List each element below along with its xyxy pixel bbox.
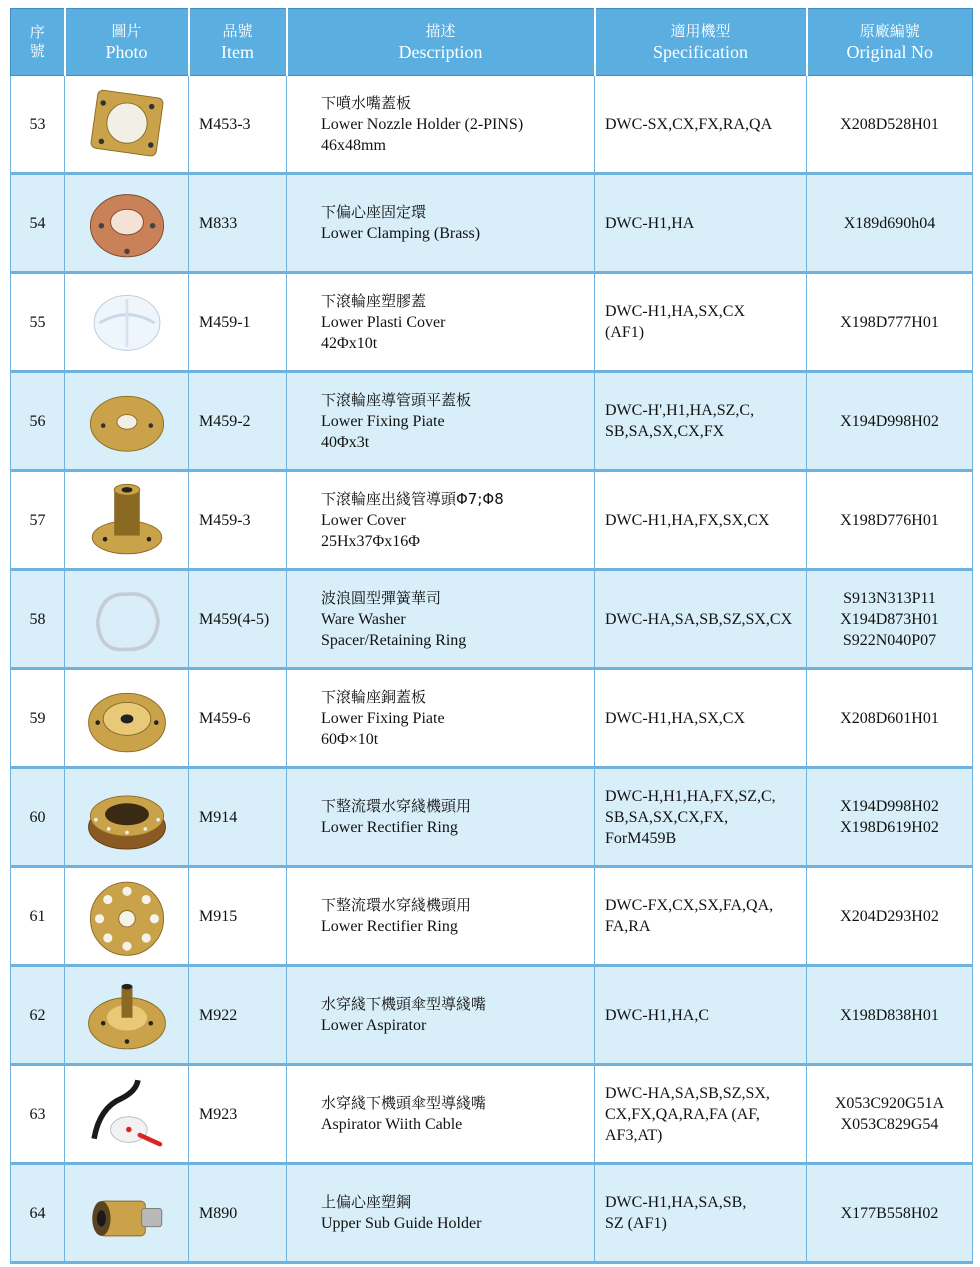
row-photo <box>65 669 189 768</box>
rows.2.desc-line: 下滾輪座塑膠蓋 <box>321 291 427 310</box>
header-orig-en: Original No <box>846 42 933 62</box>
row-description <box>287 669 595 768</box>
row-photo <box>65 372 189 471</box>
table-row <box>11 1164 973 1263</box>
row-original-no <box>807 1065 973 1164</box>
row-item: M914 <box>189 768 287 867</box>
row-seq: 64 <box>11 1164 65 1263</box>
row-specification <box>595 273 807 372</box>
header-photo <box>65 9 189 76</box>
table-row <box>11 867 973 966</box>
table-row <box>11 570 973 669</box>
row-photo <box>65 768 189 867</box>
row-seq: 56 <box>11 372 65 471</box>
row-seq: 62 <box>11 966 65 1065</box>
rows.10.desc-line: 水穿綫下機頭傘型導綫嘴 <box>321 1094 487 1112</box>
row-specification <box>595 570 807 669</box>
rows.1.desc-line: 下偏心座固定環 <box>321 203 427 221</box>
aspirator-cone-icon <box>81 972 173 1058</box>
rows.0.desc-line: Lower Nozzle Holder (2-PINS) <box>321 115 524 133</box>
rows.8.spec-line: FA,RA <box>605 918 651 935</box>
row-item: M922 <box>189 966 287 1065</box>
table-row <box>11 768 973 867</box>
row-description <box>287 174 595 273</box>
header-desc-en: Description <box>398 42 483 62</box>
rows.6.desc-line: 60Φ×10t <box>321 730 379 748</box>
row-item: M459-6 <box>189 669 287 768</box>
copper-flange-icon <box>81 180 173 266</box>
row-original-no <box>807 273 973 372</box>
row-seq: 63 <box>11 1065 65 1164</box>
row-original-no <box>807 76 973 174</box>
rows.11.orig-line: X177B558H02 <box>840 1204 939 1222</box>
row-photo <box>65 471 189 570</box>
row-item: M890 <box>189 1164 287 1263</box>
rows.11.desc-line: Upper Sub Guide Holder <box>321 1215 482 1232</box>
row-specification <box>595 1065 807 1164</box>
rows.0.desc-line: 下噴水嘴蓋板 <box>321 93 412 112</box>
table-row <box>11 76 973 174</box>
rows.10.spec-line: AF3,AT) <box>605 1126 663 1144</box>
rows.4.spec-line: DWC-H1,HA,FX,SX,CX <box>605 511 770 529</box>
row-original-no <box>807 768 973 867</box>
table-row <box>11 372 973 471</box>
row-description <box>287 471 595 570</box>
wave-washer-icon <box>81 576 173 662</box>
row-item: M459-2 <box>189 372 287 471</box>
parts-table <box>10 8 973 1264</box>
rows.4.desc-line: 下滾輪座出綫管導頭Φ7;Φ8 <box>321 489 504 508</box>
row-original-no <box>807 1164 973 1263</box>
rows.8.desc-line: 下整流環水穿綫機頭用 <box>321 896 472 914</box>
rows.7.spec-line: DWC-H,H1,HA,FX,SZ,C, <box>605 787 776 805</box>
row-photo <box>65 867 189 966</box>
table-row <box>11 471 973 570</box>
header-spec <box>595 9 807 76</box>
rows.8.orig-line: X204D293H02 <box>840 907 939 925</box>
header-seq-label: 序號 <box>29 23 45 60</box>
rows.1.orig-line: X189d690h04 <box>843 214 936 232</box>
rows.6.desc-line: 下滾輪座銅蓋板 <box>321 687 427 706</box>
row-seq: 55 <box>11 273 65 372</box>
header-spec-zh: 適用機型 <box>670 22 731 40</box>
header-item-en: Item <box>221 42 254 62</box>
rows.9.desc-line: Lower Aspirator <box>321 1017 427 1034</box>
rows.0.desc-line: 46x48mm <box>321 136 386 154</box>
header-item <box>189 9 287 76</box>
rows.3.desc-line: 40Φx3t <box>321 433 370 451</box>
rows.4.orig-line: X198D776H01 <box>840 511 939 529</box>
row-description <box>287 1065 595 1164</box>
rows.8.spec-line: DWC-FX,CX,SX,FA,QA, <box>605 897 774 914</box>
row-photo <box>65 966 189 1065</box>
header-seq <box>11 9 65 76</box>
rows.6.spec-line: DWC-H1,HA,SX,CX <box>605 709 745 727</box>
rows.1.spec-line: DWC-H1,HA <box>605 214 695 232</box>
rows.0.orig-line: X208D528H01 <box>840 115 939 133</box>
row-description <box>287 966 595 1065</box>
row-original-no <box>807 570 973 669</box>
rows.5.spec-line: DWC-HA,SA,SB,SZ,SX,CX <box>605 610 793 628</box>
row-item: M459-1 <box>189 273 287 372</box>
rows.5.orig-line: S922N040P07 <box>842 631 937 649</box>
row-description <box>287 768 595 867</box>
rows.7.desc-line: 下整流環水穿綫機頭用 <box>321 797 472 815</box>
row-photo <box>65 76 189 174</box>
flat-plate-icon <box>81 378 173 464</box>
row-seq: 54 <box>11 174 65 273</box>
rows.5.desc-line: Ware Washer <box>321 610 406 628</box>
rows.7.orig-line: X194D998H02 <box>840 798 939 815</box>
guide-holder-icon <box>81 1170 173 1256</box>
row-specification <box>595 966 807 1065</box>
rows.7.orig-line: X198D619H02 <box>840 819 939 836</box>
holed-disc-icon <box>81 873 173 959</box>
rows.11.spec-line: SZ (AF1) <box>605 1215 667 1232</box>
table-row <box>11 273 973 372</box>
header-photo-en: Photo <box>105 42 148 62</box>
rows.10.desc-line: Aspirator Wiith Cable <box>321 1116 463 1133</box>
row-description <box>287 867 595 966</box>
rows.5.desc-line: 波浪圓型彈簧華司 <box>321 588 442 607</box>
rows.3.desc-line: 下滾輪座導管頭平蓋板 <box>321 390 472 409</box>
rows.6.desc-line: Lower Fixing Piate <box>321 709 445 727</box>
header-orig-zh: 原廠編號 <box>859 22 920 40</box>
row-item: M915 <box>189 867 287 966</box>
rows.7.spec-line: ForM459B <box>605 829 677 847</box>
rows.9.desc-line: 水穿綫下機頭傘型導綫嘴 <box>321 995 487 1013</box>
header-item-zh: 品號 <box>222 22 253 40</box>
rows.3.spec-line: SB,SA,SX,CX,FX <box>605 423 725 440</box>
row-description <box>287 570 595 669</box>
row-original-no <box>807 471 973 570</box>
table-row <box>11 669 973 768</box>
rows.9.orig-line: X198D838H01 <box>840 1006 939 1024</box>
table-header <box>11 9 973 76</box>
square-nozzle-holder-icon <box>81 81 173 167</box>
rows.11.desc-line: 上偏心座塑鋼 <box>321 1193 412 1211</box>
row-item: M459-3 <box>189 471 287 570</box>
header-orig <box>807 9 973 76</box>
row-seq: 58 <box>11 570 65 669</box>
rows.7.desc-line: Lower Rectifier Ring <box>321 819 458 836</box>
rows.10.spec-line: DWC-HA,SA,SB,SZ,SX, <box>605 1084 770 1102</box>
rows.5.orig-line: X194D873H01 <box>840 610 939 628</box>
rows.6.orig-line: X208D601H01 <box>840 709 939 727</box>
rows.3.orig-line: X194D998H02 <box>840 412 939 430</box>
table-row <box>11 966 973 1065</box>
header-desc-zh: 描述 <box>425 22 456 40</box>
row-description <box>287 76 595 174</box>
rows.10.spec-line: CX,FX,QA,RA,FA (AF, <box>605 1105 760 1123</box>
rows.3.spec-line: DWC-H',H1,HA,SZ,C, <box>605 402 755 419</box>
row-original-no <box>807 174 973 273</box>
row-seq: 61 <box>11 867 65 966</box>
rows.7.spec-line: SB,SA,SX,CX,FX, <box>605 808 729 826</box>
row-item: M453-3 <box>189 76 287 174</box>
rows.5.orig-line: S913N313P11 <box>843 589 936 607</box>
rows.3.desc-line: Lower Fixing Piate <box>321 412 445 430</box>
row-description <box>287 273 595 372</box>
rows.2.spec-line: (AF1) <box>605 324 645 341</box>
rows.0.spec-line: DWC-SX,CX,FX,RA,QA <box>605 115 773 133</box>
rows.4.desc-line: Lower Cover <box>321 511 406 529</box>
row-seq: 60 <box>11 768 65 867</box>
rows.2.desc-line: Lower Plasti Cover <box>321 313 446 331</box>
row-seq: 57 <box>11 471 65 570</box>
row-specification <box>595 1164 807 1263</box>
row-item: M923 <box>189 1065 287 1164</box>
rows.4.desc-line: 25Hx37Φx16Φ <box>321 532 420 550</box>
row-specification <box>595 76 807 174</box>
row-specification <box>595 471 807 570</box>
row-photo <box>65 273 189 372</box>
row-description <box>287 1164 595 1263</box>
header-photo-zh: 圖片 <box>111 22 142 40</box>
rows.5.desc-line: Spacer/Retaining Ring <box>321 631 467 649</box>
rectifier-ring-icon <box>81 774 173 860</box>
row-original-no <box>807 372 973 471</box>
row-seq: 59 <box>11 669 65 768</box>
tube-cover-icon <box>81 477 173 563</box>
table-row <box>11 1065 973 1164</box>
rows.9.spec-line: DWC-H1,HA,C <box>605 1006 709 1024</box>
row-specification <box>595 669 807 768</box>
row-item: M833 <box>189 174 287 273</box>
row-specification <box>595 867 807 966</box>
row-seq: 53 <box>11 76 65 174</box>
rows.1.desc-line: Lower Clamping (Brass) <box>321 225 481 242</box>
rows.2.desc-line: 42Φx10t <box>321 334 378 352</box>
aspirator-cable-icon <box>81 1071 173 1157</box>
rows.10.orig-line: X053C920G51A <box>834 1095 945 1112</box>
row-item: M459(4-5) <box>189 570 287 669</box>
row-specification <box>595 174 807 273</box>
row-original-no <box>807 867 973 966</box>
row-original-no <box>807 966 973 1065</box>
row-photo <box>65 174 189 273</box>
table-row <box>11 174 973 273</box>
row-specification <box>595 768 807 867</box>
brass-cover-plate-icon <box>81 675 173 761</box>
rows.11.spec-line: DWC-H1,HA,SA,SB, <box>605 1194 747 1211</box>
rows.2.spec-line: DWC-H1,HA,SX,CX <box>605 303 745 320</box>
header-spec-en: Specification <box>653 42 748 62</box>
row-photo <box>65 570 189 669</box>
row-description <box>287 372 595 471</box>
rows.2.orig-line: X198D777H01 <box>840 313 939 331</box>
row-photo <box>65 1065 189 1164</box>
row-original-no <box>807 669 973 768</box>
rows.10.orig-line: X053C829G54 <box>840 1116 939 1133</box>
row-photo <box>65 1164 189 1263</box>
rows.8.desc-line: Lower Rectifier Ring <box>321 918 458 935</box>
row-specification <box>595 372 807 471</box>
plastic-cover-icon <box>81 279 173 365</box>
header-desc <box>287 9 595 76</box>
